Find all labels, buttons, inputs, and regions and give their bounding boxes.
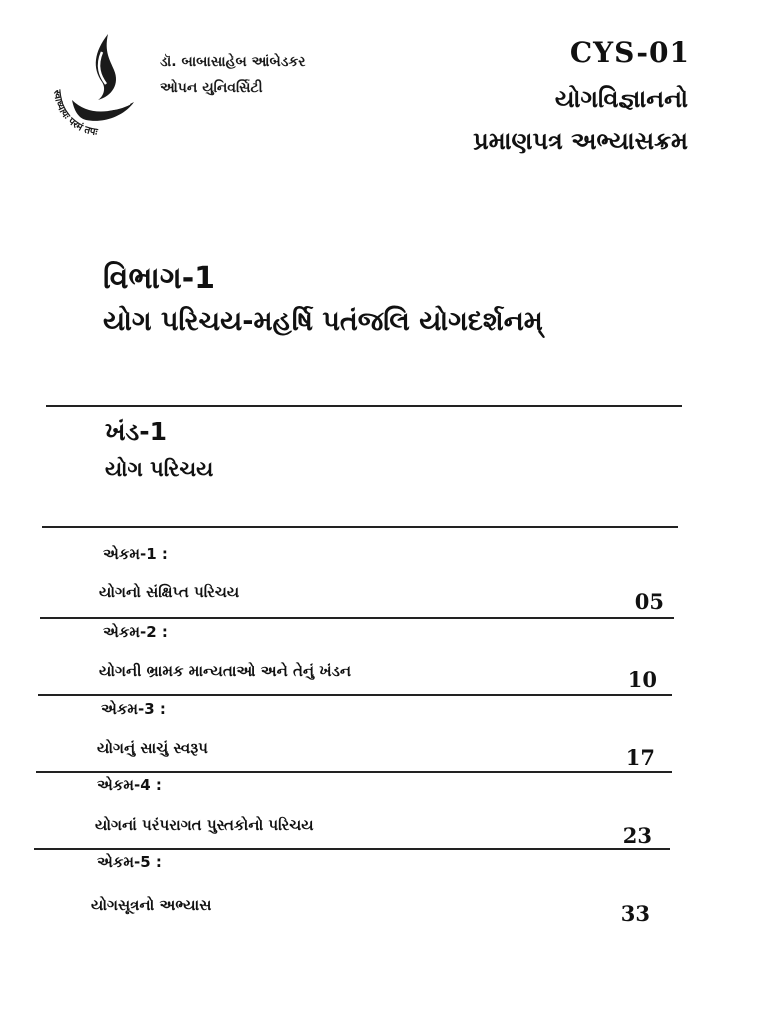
divider xyxy=(36,771,672,773)
unit-page-number: 10 xyxy=(627,667,657,692)
divider xyxy=(38,694,672,696)
university-name-line2: ઓપન યુનિવર્સિટી xyxy=(160,80,263,96)
unit-page-number: 23 xyxy=(622,823,652,848)
logo-motto: स्वाध्यायः परमं तपः xyxy=(50,89,99,139)
section-label: વિભાગ-1 xyxy=(103,261,216,296)
unit-page-number: 05 xyxy=(634,589,664,614)
course-title-line2: પ્રમાણપત્ર અભ્યાસક્રમ xyxy=(473,127,688,155)
university-logo xyxy=(42,30,154,150)
block-heading xyxy=(105,414,213,488)
unit-title: યોગનું સાચું સ્વરૂપ xyxy=(97,739,208,757)
flame-logo-icon xyxy=(42,30,154,150)
university-name-line1: ડૉ. બાબાસાહેબ આંબેડકર xyxy=(160,54,306,70)
divider xyxy=(40,617,674,619)
unit-page-number: 17 xyxy=(625,745,655,770)
unit-label: એકમ-2 : xyxy=(103,623,168,641)
block-title: યોગ પરિચય xyxy=(105,457,214,481)
unit-title: યોગનો સંક્ષિપ્ત પરિચય xyxy=(99,583,240,601)
unit-label: એકમ-4 : xyxy=(97,776,162,794)
block-label: ખંડ-1 xyxy=(105,417,168,446)
unit-label: એકમ-3 : xyxy=(101,700,166,718)
course-title-line1: યોગવિજ્ઞાનનો xyxy=(554,85,688,113)
section-title: યોગ પરિચય-મહર્ષિ પતંજલિ યોગદર્શનમ્ xyxy=(103,306,543,337)
section-heading xyxy=(103,258,543,344)
divider xyxy=(42,526,678,528)
divider xyxy=(34,848,670,850)
unit-page-number: 33 xyxy=(620,901,650,926)
unit-title: યોગની ભ્રામક માન્યતાઓ અને તેનું ખંડન xyxy=(99,662,352,680)
unit-title: યોગસૂત્રનો અભ્યાસ xyxy=(91,896,212,914)
university-name xyxy=(160,49,306,101)
unit-label: એકમ-1 : xyxy=(103,545,168,563)
course-code: CYS-01 xyxy=(569,36,690,69)
divider xyxy=(46,405,682,407)
unit-label: એકમ-5 : xyxy=(97,853,162,871)
course-title xyxy=(473,78,688,162)
unit-title: યોગનાં પરંપરાગત પુસ્તકોનો પરિચય xyxy=(95,816,314,834)
